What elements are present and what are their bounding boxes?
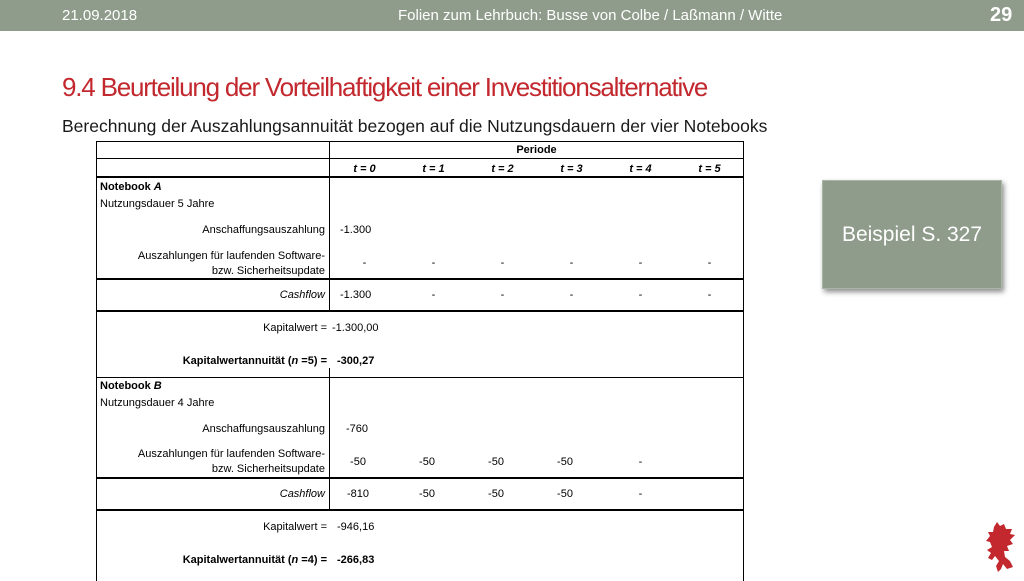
notebook-a-update-t0: - [362,257,367,269]
notebook-a-update-label-1: Auszahlungen für laufenden Software- [137,250,325,262]
notebook-b-cashflow-label: Cashflow [279,488,325,500]
notebook-b-update-t0: -50 [350,456,366,468]
table-line [96,141,744,142]
notebook-a-cashflow-t5: - [707,289,712,301]
notebook-b-annuity-post: =4) = [298,554,327,566]
table-line [96,377,744,378]
notebook-a-annuity-n: n [291,355,299,367]
notebook-a-duration: Nutzungsdauer 5 Jahre [100,198,215,210]
notebook-a-annuity-pre: Kapitalwertannuität ( [182,355,292,367]
notebook-a-purchase-label: Anschaffungsauszahlung [202,224,325,236]
notebook-a-cashflow-t1: - [431,289,436,301]
notebook-b-update-label-2: bzw. Sicherheitsupdate [211,463,325,475]
notebook-b-cashflow-t2: -50 [488,488,504,500]
period-t4: t = 4 [629,163,652,175]
table-line [96,477,744,479]
notebook-a-cashflow-t3: - [569,289,574,301]
period-t1: t = 1 [422,163,445,175]
notebook-b-kapitalwert-label: Kapitalwert = [263,521,327,533]
period-t5: t = 5 [698,163,721,175]
notebook-b-update-t2: -50 [488,456,504,468]
example-reference-box [822,180,1002,289]
notebook-b-cashflow-t4: - [638,488,643,500]
notebook-a-annuity-post: =5) = [298,355,327,367]
notebook-b-annuity-value: -266,83 [337,554,375,566]
notebook-b-update-t4: - [638,456,643,468]
notebook-b-cashflow-t3: -50 [557,488,573,500]
table-line [96,278,744,280]
notebook-b-cashflow-t1: -50 [419,488,435,500]
table-line [743,141,744,581]
slide-subtitle: Berechnung der Auszahlungsannuität bezogen auf die Nutzungsdauern der vier Notebooks [62,116,768,136]
notebook-b-purchase-label: Anschaffungsauszahlung [202,423,325,435]
notebook-a-name: Notebook [100,181,151,193]
period-header: Periode [516,144,557,156]
slide-date: 21.09.2018 [62,7,138,24]
notebook-b-duration: Nutzungsdauer 4 Jahre [100,397,215,409]
notebook-b-cashflow-t0: -810 [346,488,370,500]
slide-footer-text: Folien zum Lehrbuch: Busse von Colbe / Laßmann / Witte [398,7,783,24]
slide-number: 29 [990,4,1013,26]
table-line [96,509,744,511]
notebook-a-update-t3: - [569,257,574,269]
notebook-a-update-t5: - [707,257,712,269]
notebook-a-letter: A [153,181,162,193]
notebook-a-update-label-2: bzw. Sicherheitsupdate [211,265,325,277]
notebook-a-annuity-label [96,355,327,368]
period-t0: t = 0 [353,163,376,175]
table-line [96,310,744,312]
notebook-b-update-t3: -50 [557,456,573,468]
notebook-b-name: Notebook [100,380,151,392]
notebook-a-update-t1: - [431,257,436,269]
investment-table [96,141,744,581]
notebook-b-annuity-pre: Kapitalwertannuität ( [182,554,292,566]
notebook-b-update-label-1: Auszahlungen für laufenden Software- [137,448,325,460]
period-t2: t = 2 [491,163,514,175]
notebook-a-kapitalwert-label: Kapitalwert = [263,322,327,334]
header-bar [0,0,1024,31]
notebook-b-annuity-label [96,554,327,567]
slide-title: 9.4 Beurteilung der Vorteilhaftigkeit einer Investitionsalternative [62,72,708,102]
notebook-a-cashflow-t0: -1.300 [340,289,372,301]
notebook-b-update-t1: -50 [419,456,435,468]
notebook-a-update-t2: - [500,257,505,269]
notebook-b-title [100,380,162,393]
notebook-a-cashflow-t2: - [500,289,505,301]
table-line [96,176,744,178]
notebook-a-cashflow-label: Cashflow [279,289,325,301]
table-line [329,177,330,311]
notebook-a-update-t4: - [638,257,643,269]
notebook-b-annuity-n: n [291,554,299,566]
notebook-a-title [100,181,162,194]
example-reference-label: Beispiel S. 327 [841,222,983,246]
period-t3: t = 3 [560,163,583,175]
notebook-a-purchase-value: -1.300 [340,224,372,236]
notebook-b-kapitalwert-value: -946,16 [337,521,375,533]
notebook-b-purchase-value: -760 [346,423,369,435]
table-line [96,158,744,159]
notebook-a-kapitalwert-value: -1.300,00 [332,322,379,334]
bear-icon [982,520,1018,574]
notebook-a-cashflow-t4: - [638,289,643,301]
notebook-a-annuity-value: -300,27 [337,355,375,367]
notebook-b-letter: B [153,380,162,392]
